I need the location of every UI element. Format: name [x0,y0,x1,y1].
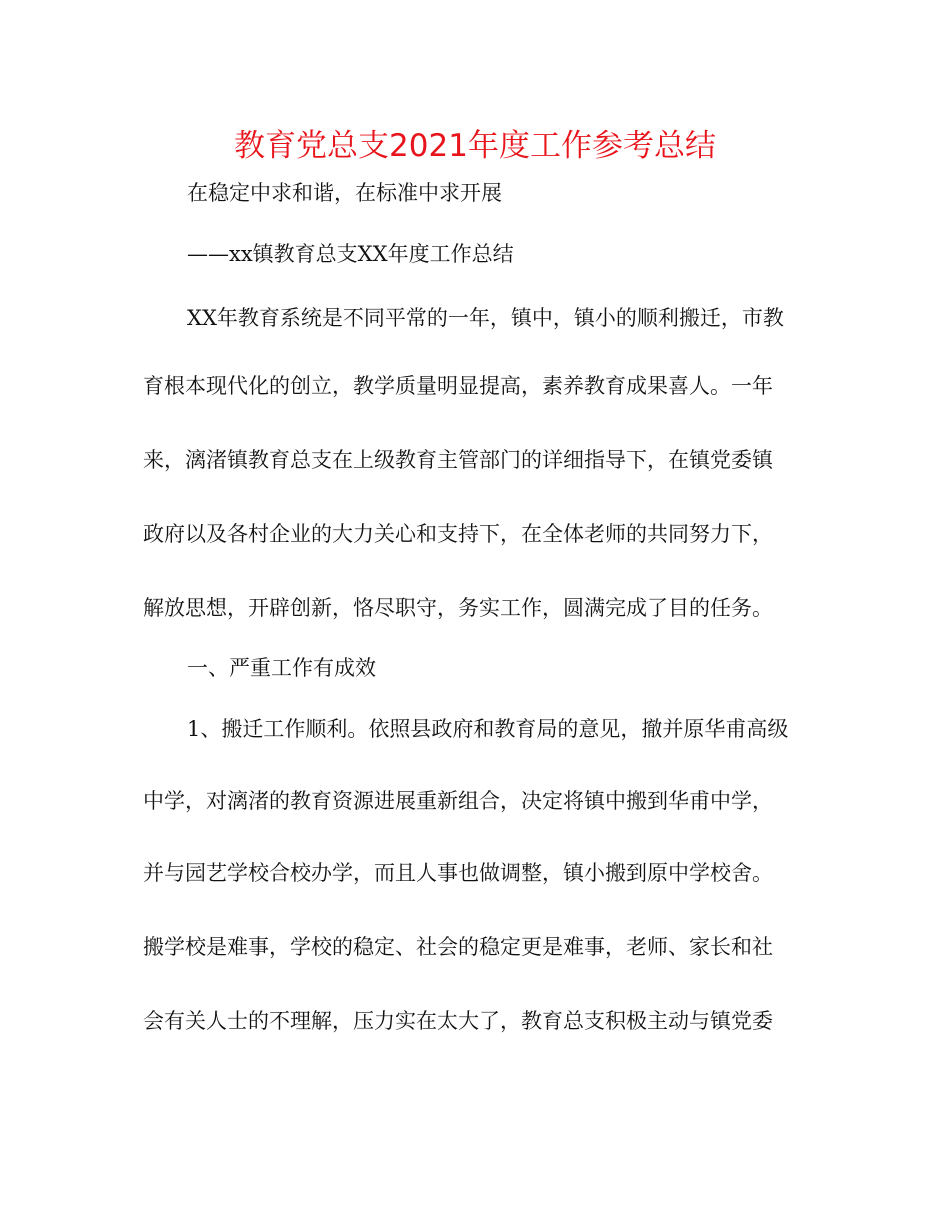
paragraph-line: 搬学校是难事，学校的稳定、社会的稳定更是难事，老师、家长和社 [143,935,773,959]
paragraph-line: 中学，对漓渚的教育资源进展重新组合，决定将镇中搬到华甫中学， [143,789,773,813]
document-title: 教育党总支2021年度工作参考总结 [234,128,716,164]
paragraph-line: XX年教育系统是不同平常的一年，镇中，镇小的顺利搬迁，市教 [187,306,784,330]
paragraph-line: 1、搬迁工作顺利。依照县政府和教育局的意见，撤并原华甫高级 [187,717,789,741]
paragraph-line: 并与园艺学校合校办学，而且人事也做调整，镇小搬到原中学校舍。 [143,861,773,885]
paragraph-line: 来，漓渚镇教育总支在上级教育主管部门的详细指导下，在镇党委镇 [143,448,773,472]
subtitle-line: 在稳定中求和谐，在标准中求开展 [187,181,502,205]
paragraph-line: 育根本现代化的创立，教学质量明显提高，素养教育成果喜人。一年 [143,374,773,398]
section-heading: 一、严重工作有成效 [187,656,376,680]
paragraph-line: 政府以及各村企业的大力关心和支持下，在全体老师的共同努力下， [143,522,773,546]
paragraph-line: 解放思想，开辟创新，恪尽职守，务实工作，圆满完成了目的任务。 [143,596,773,620]
subtitle-line: ——xx镇教育总支XX年度工作总结 [187,242,514,266]
paragraph-line: 会有关人士的不理解，压力实在太大了，教育总支积极主动与镇党委 [143,1009,773,1033]
